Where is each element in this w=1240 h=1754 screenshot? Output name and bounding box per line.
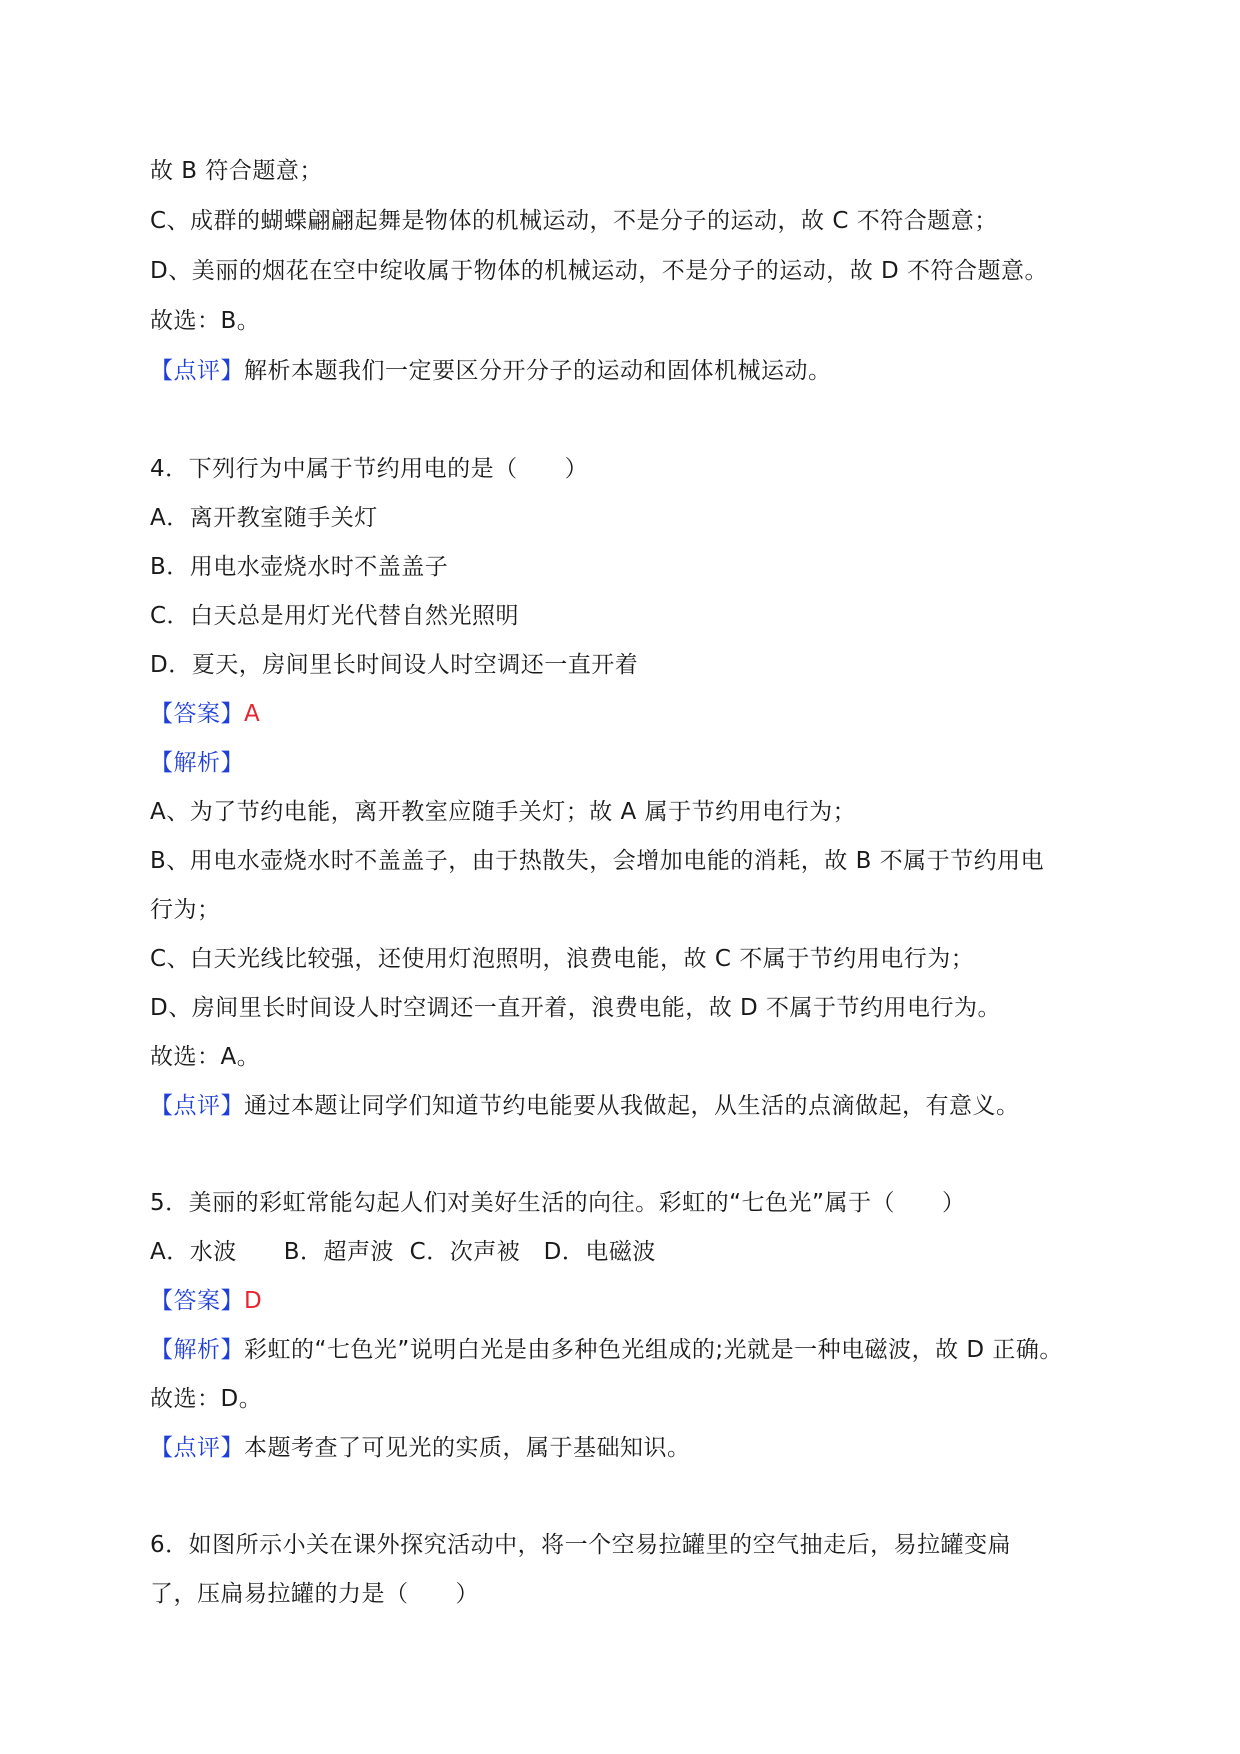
- q5-stem: 5．美丽的彩虹常能勾起人们对美好生活的向往。彩虹的“七色光”属于（ ）: [150, 1190, 966, 1216]
- comment-text: 本题考查了可见光的实质，属于基础知识。: [244, 1435, 691, 1461]
- q4-answer: [150, 699, 260, 729]
- comment-tag: 【点评】: [150, 1093, 244, 1119]
- q4-option-d: D．夏天，房间里长时间设人时空调还一直开着: [150, 652, 639, 678]
- q4-analysis-d: D、房间里长时间设人时空调还一直开着，浪费电能，故 D 不属于节约用电行为。: [150, 995, 1002, 1021]
- q4-analysis-a: A、为了节约电能，离开教室应随手关灯；故 A 属于节约用电行为；: [150, 799, 857, 825]
- q4-analysis-tag: [150, 748, 244, 778]
- q5-options: A．水波 B．超声波 C．次声被 D．电磁波: [150, 1239, 656, 1265]
- q6-stem-line-1: 6．如图所示小关在课外探究活动中，将一个空易拉罐里的空气抽走后，易拉罐变扁: [150, 1532, 1012, 1558]
- comment-text: 通过本题让同学们知道节约电能要从我做起，从生活的点滴做起，有意义。: [244, 1093, 1020, 1119]
- analysis-tag: 【解析】: [150, 750, 244, 776]
- q5-answer: [150, 1286, 262, 1316]
- comment-tag: 【点评】: [150, 1435, 244, 1461]
- q4-option-b: B．用电水壶烧水时不盖盖子: [150, 554, 449, 580]
- q4-stem: 4．下列行为中属于节约用电的是（ ）: [150, 456, 589, 482]
- q3-analysis-d: D、美丽的烟花在空中绽收属于物体的机械运动，不是分子的运动，故 D 不符合题意。: [150, 258, 1049, 284]
- answer-tag: 【答案】: [150, 1288, 244, 1314]
- q4-option-c: C．白天总是用灯光代替自然光照明: [150, 603, 520, 629]
- q4-analysis-b: B、用电水壶烧水时不盖盖子，由于热散失，会增加电能的消耗，故 B 不属于节约用电: [150, 848, 1045, 874]
- q3-option-b-tail: 故 B 符合题意；: [150, 158, 323, 184]
- analysis-tag: 【解析】: [150, 1337, 244, 1363]
- q4-comment: [150, 1091, 1020, 1121]
- q3-analysis-c: C、成群的蝴蝶翩翩起舞是物体的机械运动，不是分子的运动，故 C 不符合题意；: [150, 208, 998, 234]
- analysis-text: 彩虹的“七色光”说明白光是由多种色光组成的;光就是一种电磁波，故 D 正确。: [244, 1337, 1063, 1363]
- answer-tag: 【答案】: [150, 701, 244, 727]
- comment-tag: 【点评】: [150, 358, 244, 384]
- q4-choose: 故选：A。: [150, 1044, 261, 1070]
- answer-value: D: [244, 1288, 263, 1314]
- answer-value: A: [244, 701, 261, 727]
- q3-comment: [150, 356, 832, 386]
- q5-analysis: [150, 1335, 1063, 1365]
- q6-stem-line-2: 了，压扁易拉罐的力是（ ）: [150, 1581, 479, 1607]
- q4-option-a: A．离开教室随手关灯: [150, 505, 378, 531]
- q4-analysis-b-cont: 行为；: [150, 897, 221, 923]
- q4-analysis-c: C、白天光线比较强，还使用灯泡照明，浪费电能，故 C 不属于节约用电行为；: [150, 946, 975, 972]
- q5-comment: [150, 1433, 691, 1463]
- q3-choose: 故选：B。: [150, 308, 261, 334]
- comment-text: 解析本题我们一定要区分开分子的运动和固体机械运动。: [244, 358, 832, 384]
- q5-choose: 故选：D。: [150, 1386, 263, 1412]
